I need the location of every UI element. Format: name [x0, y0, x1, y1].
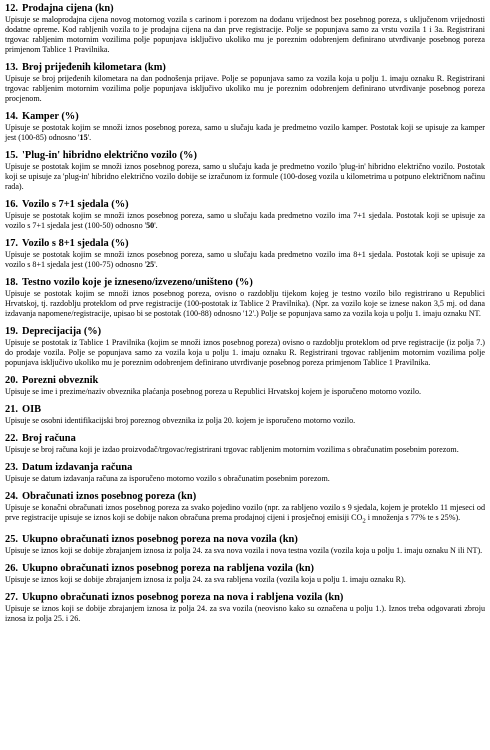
section-heading: 25. Ukupno obračunati iznos posebnog poreza na nova vozila (kn) [5, 533, 298, 545]
section-26-total-used [5, 563, 485, 585]
bold-value: 25 [146, 260, 155, 269]
section-text: Upisuje se iznos koji se dobije zbrajanjem iznosa iz polja 24. za sva nova vozila i nova testna vozila (vozila koja u polju 1. imaju oznaku N ili NT). [5, 545, 483, 555]
section-25-total-new [5, 534, 485, 556]
section-20-taxpayer [5, 375, 485, 397]
section-heading: 18. Testno vozilo koje je izneseno/izvezeno/uništeno (%) [5, 277, 253, 288]
section-text: Upisuje se postotak kojim se množi iznos posebnog poreza, samo u slučaju kada predmetno vozilo ima 8+1 sjedala. Postotak koji se upisuje za vozilo s 8+1 sjedala jest (100-75) odnosno '25'. [5, 250, 485, 269]
section-24-calculated-tax [5, 491, 485, 527]
section-text: Upisuje se maloprodajna cijena novog motornog vozila s carinom i porezom na dodanu vrijednost bez posebnog poreza, s uključenom vrijednosti dodatne opreme. Kod rabljenih vozila to je prodajna cijena na dan prve registracije. Polje se popunjava samo za vrstu vozila 1 i 3a. Registrirani trgovac rabljenim motornim vozilima polje popunjava isključivo ukoliko mu je poreznim odobrenjem definirano utvrđivanje posebnog poreza primjenom Tablice 1 Pravilnika. [5, 15, 485, 54]
section-19-depreciation [5, 326, 485, 368]
section-heading: 26. Ukupno obračunati iznos posebnog poreza na rabljena vozila (kn) [5, 562, 314, 574]
section-heading: 27. Ukupno obračunati iznos posebnog poreza na nova i rabljena vozila (kn) [5, 591, 344, 603]
section-heading: 14. Kamper (%) [5, 111, 79, 122]
section-27-total-all [5, 592, 485, 624]
section-heading: 23. Datum izdavanja računa [5, 462, 133, 473]
section-16-seats-7-1 [5, 199, 485, 231]
section-text: Upisuje se ime i prezime/naziv obveznika plaćanja posebnog poreza u Republici Hrvatskoj kojem je isporučeno motorno vozilo. [5, 387, 422, 396]
section-22-invoice-number [5, 433, 485, 455]
subscript: 2 [362, 517, 366, 525]
section-17-seats-8-1 [5, 238, 485, 270]
section-text: Upisuje se postotak kojim se množi iznos posebnog poreza, samo u slučaju kada je predmetno vozilo kamper. Postotak koji se upisuje za kamper jest (100-85) odnosno '15'. [5, 123, 485, 142]
section-heading: 24. Obračunati iznos posebnog poreza (kn) [5, 491, 197, 502]
bold-value: 15 [79, 133, 88, 142]
section-heading: 16. Vozilo s 7+1 sjedala (%) [5, 199, 129, 210]
section-text: Upisuje se postotak kojim se množi iznos posebnog poreza, samo u slučaju kada je predmetno vozilo 'plug-in' hibridno električno vozilo. Postotak koji se upisuje za 'plug-in' hibridno električno vozilo dobije se izračunom iz formule (100-doseg vozila u kilometrima u potpuno električnom načinu rada). [5, 162, 485, 191]
section-15-plugin-hybrid [5, 150, 485, 192]
section-23-invoice-date [5, 462, 485, 484]
section-text: Upisuje se datum izdavanja računa za isporučeno motorno vozilo s obračunatim posebnim porezom. [5, 474, 330, 483]
bold-value: 50 [146, 221, 155, 230]
section-14-camper [5, 111, 485, 143]
section-text: Upisuje se osobni identifikacijski broj poreznog obveznika iz polja 20. kojem je isporučeno motorno vozilo. [5, 416, 356, 425]
section-text: Upisuje se broj računa koji je izdao proizvođač/trgovac/registrirani trgovac rabljenim motornim vozilima s obračunatim posebnim porezom. [5, 445, 459, 454]
section-heading: 15. 'Plug-in' hibridno električno vozilo (%) [5, 150, 197, 161]
section-21-oib [5, 404, 485, 426]
section-text: Upisuje se iznos koji se dobije zbrajanjem iznosa iz polja 24. za sva rabljena vozila (vozila koja u polju 1. imaju oznaku R). [5, 574, 406, 584]
section-heading: 12. Prodajna cijena (kn) [5, 3, 114, 14]
section-text: Upisuje se iznos koji se dobije zbrajanjem iznosa iz polja 24. za sva vozila (neovisno kako su označena u polju 1.). Iznos treba odgovarati zbroju iznosa iz polja 25. i 26. [5, 603, 485, 623]
section-12-retail-price [5, 3, 485, 55]
section-text: Upisuje se konačni obračunati iznos posebnog poreza za svako pojedino vozilo (npr. za rabljeno vozilo s 9 sjedala, kojem je proteklo 11 mjeseci od prve registracije upisuje se iznos koji se dobije nakon obračuna prema prodajnoj cijeni i prosječnoj emisiji $CO_2$ i množenja s 77% te s 25%). [5, 503, 485, 525]
section-heading: 19. Deprecijacija (%) [5, 326, 102, 337]
section-heading: 13. Broj prijeđenih kilometara (km) [5, 62, 166, 73]
section-text: Upisuje se postotak iz Tablice 1 Pravilnika (kojim se množi iznos posebnog poreza) ovisno o razdoblju proteklom od prve registracije (iz polja 7.) do prodaje vozila. Polje se popunjava samo za vozila koja u polju 1. imaju oznaku R. Registrirani trgovac rabljenim motornim vozilima polje popunjava isključivo ukoliko mu je poreznim odobrenjem definirano utvrđivanje posebnog poreza primjenom Tablice 1 Pravilnika. [5, 338, 485, 367]
section-13-kilometers [5, 62, 485, 104]
section-heading: 20. Porezni obveznik [5, 375, 99, 386]
section-18-test-vehicle [5, 277, 485, 319]
section-text: Upisuje se postotak kojim se množi iznos posebnog poreza, samo u slučaju kada predmetno vozilo ima 7+1 sjedala. Postotak koji se upisuje za vozilo s 7+1 sjedala jest (100-50) odnosno '50'. [5, 211, 485, 230]
section-heading: 22. Broj računa [5, 433, 76, 444]
section-heading: 21. OIB [5, 404, 42, 415]
section-text: Upisuje se broj prijeđenih kilometara na dan podnošenja prijave. Polje se popunjava samo za vozila koja u polju 1. imaju oznaku R. Registrirani trgovac rabljenim motornim vozilima polje popunjava isključivo ukoliko mu je poreznim odobrenjem definirano utvrđivanje posebnog poreza procjenom. [5, 74, 485, 103]
section-text: Upisuje se postotak kojim se množi iznos posebnog poreza, ovisno o razdoblju tijekom kojeg je testno vozilo bilo registrirano u Republici Hrvatskoj, tj. razdoblju proteklom od prve registracije (100-postotak iz Tablice 2 Pravilnika). (Npr. za vozilo koje se iznese nakon 3,5 mj. od dana izdavanja napomene/registracije, upisao bi se postotak (100-88) odnosno '12'.) Polje se popunjava samo za vozila koja u polju 1. imaju oznaku NT. [5, 289, 485, 318]
section-heading: 17. Vozilo s 8+1 sjedala (%) [5, 238, 129, 249]
